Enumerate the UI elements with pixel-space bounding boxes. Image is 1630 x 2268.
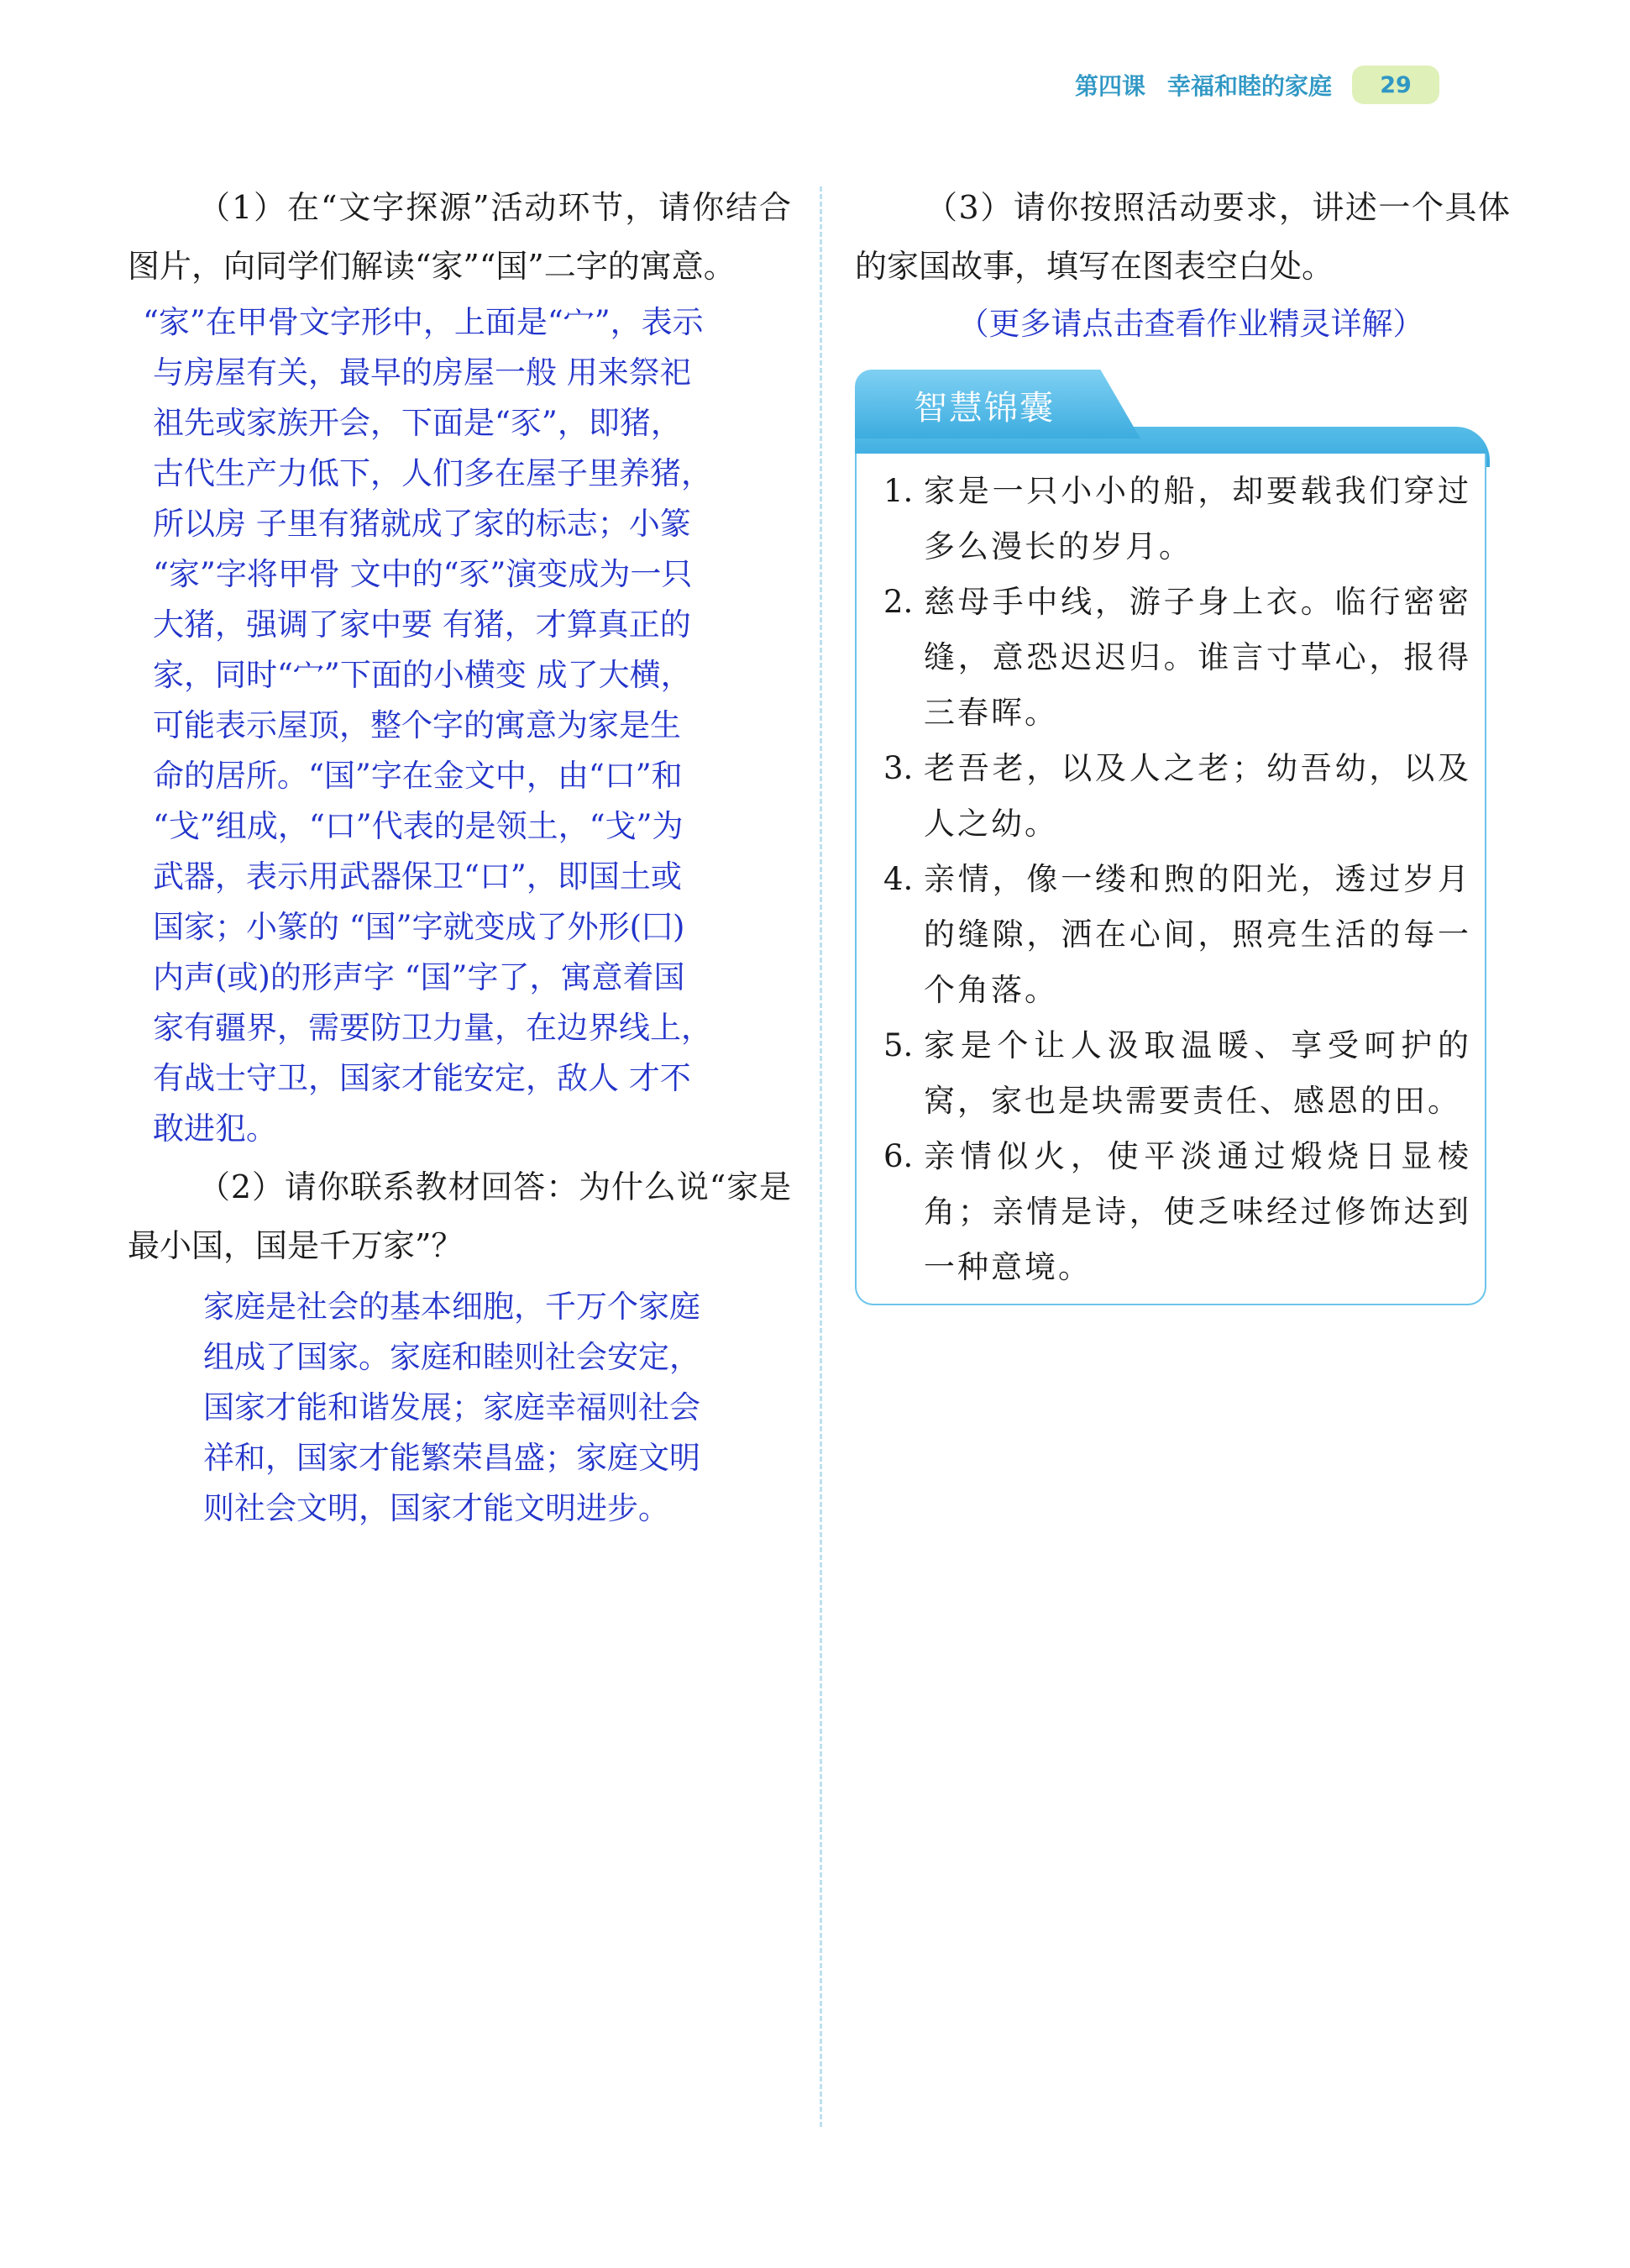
item-number: 1.	[883, 473, 914, 509]
item-text: 老吾老，以及人之老；幼吾幼，以及人之幼。	[924, 750, 1471, 842]
answer-line: “家”字将甲骨 文中的“豕”演变成为一只	[153, 556, 693, 592]
answer-line: 与房屋有关，最早的房屋一般 用来祭祀	[153, 354, 691, 391]
list-item	[883, 1129, 1471, 1295]
answer-line: 古代生产力低下，人们多在屋子里养猪，	[153, 455, 712, 491]
item-number: 2.	[883, 584, 914, 620]
answer-line: 可能表示屋顶，整个字的寓意为家是生	[153, 707, 681, 743]
answer-line: 武器，表示用武器保卫“口”，即国土或	[153, 858, 682, 895]
item-text: 家是个让人汲取温暖、享受呵护的窝，家也是块需要责任、感恩的田。	[924, 1027, 1471, 1119]
answer-line: 家有疆界，需要防卫力量，在边界线上，	[153, 1010, 712, 1046]
answer-line: 家庭是社会的基本细胞，千万个家庭	[203, 1289, 700, 1325]
wisdom-list	[883, 464, 1471, 1295]
list-item	[883, 575, 1471, 741]
column-divider	[820, 186, 822, 2127]
answer-line: 祥和，国家才能繁荣昌盛；家庭文明	[203, 1440, 700, 1476]
page-number: 29	[1352, 66, 1439, 104]
question-2: （2）请你联系教材回答：为什么说“家是最小国，国是千万家”？	[128, 1168, 791, 1264]
answer-line: 所以房 子里有猪就成了家的标志；小篆	[153, 506, 691, 542]
item-text: 亲情，像一缕和煦的阳光，透过岁月的缝隙，洒在心间，照亮生活的每一个角落。	[924, 861, 1471, 1008]
item-text: 慈母手中线，游子身上衣。临行密密缝，意恐迟迟归。谁言寸草心，报得三春晖。	[924, 584, 1471, 731]
question-3: （3）请你按照活动要求，讲述一个具体的家国故事，填写在图表空白处。	[855, 189, 1510, 285]
answer-line: “家”在甲骨文字形中，上面是“宀”，表示	[143, 304, 704, 340]
answer-line: 国家；小篆的 “国”字就变成了外形(囗)	[153, 909, 685, 945]
header-lesson-title	[1075, 68, 1332, 102]
right-column	[855, 178, 1510, 349]
answer-line: 内声(或)的形声字 “国”字了，寓意着国	[153, 959, 685, 995]
answer-1	[128, 297, 791, 1154]
answer-line: 命的居所。“国”字在金文中，由“口”和	[153, 758, 683, 794]
wisdom-title: 智慧锦囊	[914, 389, 1055, 428]
item-text: 家是一只小小的船，却要载我们穿过多么漫长的岁月。	[924, 473, 1471, 564]
list-item	[883, 741, 1471, 852]
page-header	[1075, 66, 1439, 104]
item-number: 4.	[883, 861, 914, 897]
list-item	[883, 1018, 1471, 1129]
answer-line: 组成了国家。家庭和睦则社会安定，	[203, 1339, 700, 1375]
left-column	[128, 178, 791, 1534]
answer-line: 敢进犯。	[153, 1110, 277, 1147]
item-number: 5.	[883, 1027, 914, 1063]
answer-line: 大猪，强调了家中要 有猪，才算真正的	[153, 606, 691, 643]
more-details-link[interactable]: （更多请点击查看作业精灵详解）	[957, 306, 1424, 342]
answer-line: 国家才能和谐发展；家庭幸福则社会	[203, 1389, 700, 1425]
lesson-title: 幸福和睦的家庭	[1167, 72, 1333, 100]
item-number: 6.	[883, 1138, 914, 1174]
item-number: 3.	[883, 750, 914, 786]
answer-line: 家，同时“宀”下面的小横变 成了大横，	[153, 657, 692, 693]
lesson-label: 第四课	[1075, 72, 1146, 100]
answer-line: 有战士守卫，国家才能安定，敌人 才不	[153, 1060, 691, 1096]
answer-line: “戈”组成，“口”代表的是领土，“戈”为	[153, 808, 684, 844]
answer-line: 祖先或家族开会，下面是“豕”，即猪，	[153, 405, 682, 441]
question-1: （1）在“文字探源”活动环节，请你结合图片，向同学们解读“家”“国”二字的寓意。	[128, 189, 791, 285]
list-item	[883, 852, 1471, 1018]
answer-line: 则社会文明，国家才能文明进步。	[203, 1490, 669, 1526]
list-item	[883, 464, 1471, 575]
answer-2	[128, 1282, 791, 1534]
item-text: 亲情似火，使平淡通过煅烧日显棱角；亲情是诗，使乏味经过修饰达到一种意境。	[924, 1138, 1471, 1285]
